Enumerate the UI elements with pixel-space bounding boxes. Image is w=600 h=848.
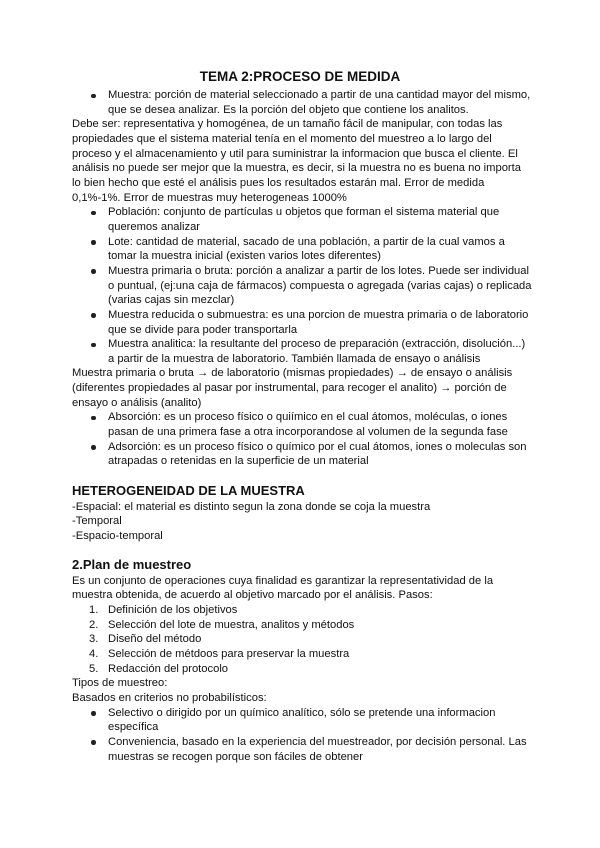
section-plan-muestreo <box>72 558 532 764</box>
document-title: TEMA 2:PROCESO DE MEDIDA <box>199 69 401 84</box>
list-text: Redacción del protocolo <box>108 662 229 675</box>
list-item: Muestra reducida o submuestra: es una porcion de muestra primaria o de laboratorio que se divide para poder transportarla <box>72 308 532 337</box>
list-item <box>72 603 532 618</box>
paragraph-flow: Muestra primaria o bruta → de laboratorio (mismas propiedades) → de ensayo o análisis (diferentes propiedades al pasar por instrumental, para recoger el analito) → porción de ensayo o análisis (analito) <box>72 367 513 409</box>
list-item: Lote: cantidad de material, sacado de una población, a partir de la cual vamos a tomar la muestra inicial (existen varios lotes diferentes) <box>72 235 532 264</box>
list-item: Selectivo o dirigido por un químico analítico, sólo se pretende una informacion específica <box>72 706 532 735</box>
section-heading: 2.Plan de muestreo <box>72 557 192 572</box>
list-item: Absorción: es un proceso físico o quiímico en el cual átomos, moléculas, o iones pasan de una primera fase a otra incorporandose al volumen de la segunda fase <box>72 410 532 439</box>
list-number: 4. <box>89 647 99 660</box>
list-item <box>72 632 532 647</box>
list-item: Población: conjunto de partículas u objetos que forman el sistema material que queremos analizar <box>72 205 532 234</box>
list-number: 3. <box>89 633 99 646</box>
section-heading: HETEROGENEIDAD DE LA MUESTRA <box>72 483 305 498</box>
list-item <box>72 618 532 633</box>
list-text: Selección de métdoos para preservar la muestra <box>108 647 350 660</box>
list-number: 2. <box>89 618 99 631</box>
main-body <box>72 88 532 469</box>
bullet-list-tipos <box>72 706 532 765</box>
list-item: Conveniencia, basado en la experiencia del muestreador, por decisión personal. Las muestras se recogen porque son fáciles de obtener <box>72 735 532 764</box>
bullet-list-sorption <box>72 410 532 469</box>
text-line: Basados en criterios no probabilísticos: <box>72 691 267 704</box>
text-line: Tipos de muestreo: <box>72 677 168 690</box>
paragraph-plan: Es un conjunto de operaciones cuya finalidad es garantizar la representatividad de la muestra obtenida, de acuerdo al objetivo marcado por el análisis. Pasos: <box>72 574 494 602</box>
list-item: Muestra analitica: la resultante del proceso de preparación (extracción, disolución...) a partir de la muestra de laboratorio. También llamada de ensayo o análisis <box>72 337 532 366</box>
list-number: 1. <box>89 603 99 616</box>
list-item <box>72 662 532 677</box>
list-text: Selección del lote de muestra, analitos y métodos <box>108 618 355 631</box>
section-heterogeneidad <box>72 484 532 544</box>
list-text: Diseño del método <box>108 633 202 646</box>
text-line: -Espacial: el material es distinto segun la zona donde se coja la muestra <box>72 500 431 513</box>
list-item <box>72 647 532 662</box>
list-item: Adsorción: es un proceso físico o químico por el cual átomos, iones o moleculas son atrapadas o retenidas en la superficie de un material <box>72 440 532 469</box>
bullet-list-muestra <box>72 88 532 117</box>
text-line: -Espacio-temporal <box>72 529 163 542</box>
list-text: Definición de los objetivos <box>108 603 238 616</box>
text-line: -Temporal <box>72 515 122 528</box>
list-number: 5. <box>89 662 99 675</box>
paragraph-debe-ser: Debe ser: representativa y homogénea, de un tamaño fácil de manipular, con todas las propiedades que el sistema material tenía en el momento del muestreo a lo largo del proceso y el almacenamiento y util para suministrar la informacion que busca el cliente. El análisis no puede ser mejor que la muestra, es decir, si la muestra no es buena no importa lo bien hecho que esté el análisis pues los resultados estarán mal. Error de medida 0,1%-1%. Error de muestras muy heterogeneas 1000% <box>72 118 521 204</box>
bullet-list-definitions <box>72 205 532 366</box>
list-item: Muestra primaria o bruta: porción a analizar a partir de los lotes. Puede ser individual o puntual, (ej:una caja de fármacos) compuesta o agregada (varias cajas) o replicada (varias cajas sin mezclar) <box>72 264 532 308</box>
list-item: Muestra: porción de material seleccionado a partir de una cantidad mayor del mismo, que se desea analizar. Es la porción del objeto que contiene los analitos. <box>72 88 532 117</box>
steps-list <box>72 603 532 676</box>
